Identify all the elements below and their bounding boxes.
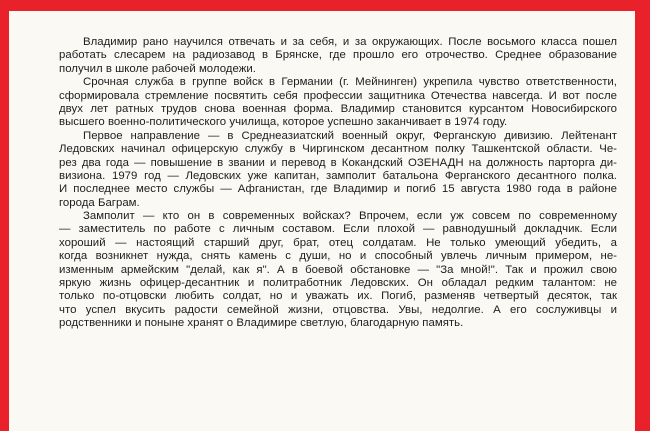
text-line: что успел вкусить радости семейной жизни, отцовства. Увы, недолгие. А его сослуживцы и [59, 303, 617, 316]
text-line: высшего военно-политического училища, которое успешно заканчивает в 1974 году. [59, 116, 508, 129]
text-line: родственники и поныне хранят о Владимире светлую, благодарную память. [59, 317, 464, 330]
text-line: двух лет ратных трудов снова военная форма. Владимир становится курсантом Новосибирского [59, 102, 617, 115]
text-line: только по-отцовски любить солдат, но и уважать их. Погиб, разменяв четвертый десяток, так [59, 290, 617, 303]
text-line: Ледовских начинал офицерскую службу в Чиргинском десантном полку Ташкентской области. Че- [59, 143, 617, 156]
paragraph-1 [59, 36, 617, 76]
text-line: визиона. 1979 год — Ледовских уже капитан, замполит батальона Ферганского десантного полка. [59, 169, 617, 182]
text-line: Первое направление — в Среднеазиатский военный округ, Ферганскую дивизию. Лейтенант [83, 129, 617, 142]
text-line: изменным армейским "делай, как я". А в боевой обстановке — "За мной!". Так и прожил свою [59, 263, 617, 276]
text-line: И последнее место службы — Афганистан, где Владимир и погиб 15 августа 1980 года в районе [59, 183, 617, 196]
text-line: получил в школе рабочей молодежи. [59, 62, 256, 75]
text-line: Замполит — кто он в современных войсках? Впрочем, если уж совсем по современному [83, 210, 617, 223]
paragraph-3 [59, 130, 617, 210]
page-sheet [9, 11, 635, 431]
text-line: — заместитель по работе с личным составом. Если плохой — равнодушный докладчик. Если [59, 223, 617, 236]
text-line: Срочная служба в группе войск в Германии (г. Мейнинген) укрепила чувство ответственности, [83, 76, 617, 89]
text-line: хороший — настоящий старший друг, брат, отец солдатам. Не только умеющий убедить, а [59, 236, 617, 249]
text-line: города Баграм. [59, 196, 140, 209]
text-line: работать слесарем на радиозавод в Брянске, где прошло его отрочество. Среднее образование [59, 49, 617, 62]
text-line: когда возникнет нужда, снять камень с души, но и способный увлечь личным примером, не- [59, 250, 617, 263]
text-line: сформировала стремление посвятить себя профессии защитника Отечества навсегда. И вот после [59, 89, 617, 102]
text-line: яркую жизнь офицер-десантник и политработник Ледовских. Он обладал редким талантом: не [59, 277, 617, 290]
text-line: рез два года — повышение в звании и перевод в Кокандский ОЗЕНАДН на должность парторга ди- [59, 156, 617, 169]
paragraph-2 [59, 76, 617, 130]
text-line: Владимир рано научился отвечать и за себя, и за окружающих. После восьмого класса пошел [83, 36, 617, 48]
paragraph-4 [59, 210, 617, 331]
article-text [59, 36, 617, 331]
